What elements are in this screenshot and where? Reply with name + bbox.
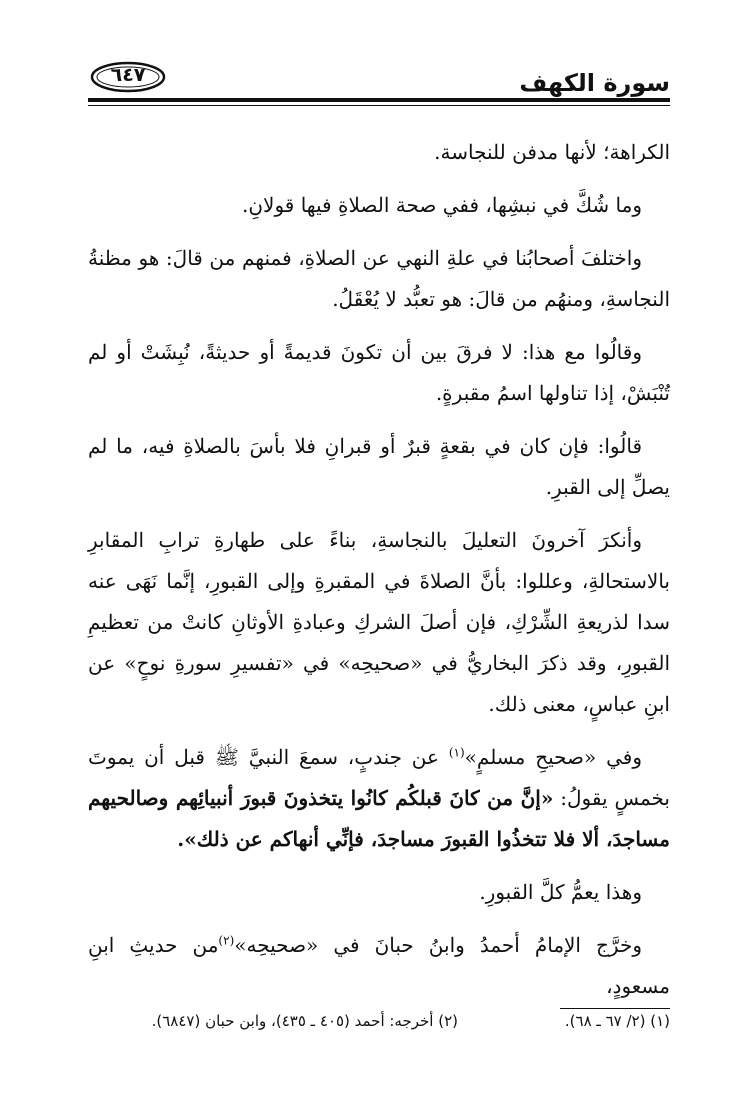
main-text [88, 132, 670, 1019]
hadith-intro: وفي «صحيحِ مسلمٍ» [464, 745, 642, 769]
last-paragraph-start: وخرَّج الإمامُ أحمدُ وابنُ حبانَ في «صحيحِه» [234, 933, 642, 957]
paragraph: وقالُوا مع هذا: لا فرقَ بين أن تكونَ قديمةً أو حديثةً، نُبِشَتْ أو لم تُنْبَشْ، إذا تناولها اسمُ مقبرةٍ. [88, 340, 670, 405]
hadith-text: «إنَّ من كانَ قبلكُم كانُوا يتخذونَ قبورَ أنبيائِهم وصالحيهم مساجدَ، ألا فلا تتخذُوا القبورَ مساجدَ، فإنِّي أنهاكم عن ذلك». [88, 786, 670, 851]
last-paragraph [88, 925, 670, 1007]
footnote-marker-2[interactable]: (٢) [218, 933, 235, 948]
paragraph: الكراهة؛ لأنها مدفن للنجاسة. [434, 140, 670, 164]
header-rule-thin [88, 105, 670, 106]
header-rule-thick [88, 98, 670, 102]
footnotes [88, 1012, 670, 1042]
footnote-2: (٢) أخرجه: أحمد (٤٠٥ ـ ٤٣٥)، وابن حبان (٦٨٤٧). [151, 1012, 458, 1030]
footnote-divider [560, 1008, 670, 1009]
paragraph: قالُوا: فإن كان في بقعةٍ قبرٌ أو قبرانِ فلا بأسَ بالصلاةِ فيه، ما لم يصلِّ إلى القبرِ. [88, 434, 670, 499]
sura-title: سورة الكهف [519, 69, 670, 97]
page-number-badge [90, 61, 166, 93]
paragraph: وما شُكَّ في نبشِها، ففي صحة الصلاةِ فيها قولانِ. [242, 193, 642, 217]
paragraph: وهذا يعمُّ كلَّ القبورِ. [479, 880, 642, 904]
footnote-marker-1[interactable]: (١) [448, 745, 465, 760]
page-number: ٦٤٧ [110, 64, 146, 86]
last-paragraph-end: من حديثِ ابنِ مسعودٍ، [88, 933, 670, 998]
page-header [88, 55, 670, 110]
paragraph: وأنكرَ آخرونَ التعليلَ بالنجاسةِ، بناءً على طهارةِ ترابِ المقابرِ بالاستحالةِ، وعللوا: بأنَّ الصلاةَ في المقبرةِ وإلى القبورِ، إنَّما نَهَى عنه سدا لذريعةِ الشِّرْكِ، فإن أصلَ الشركِ وعبادةِ الأوثانِ كانتْ من تعظيمِ القبورِ، وقد ذكرَ البخاريُّ في «صحيحِه» في «تفسيرِ سورةِ نوحٍ» عن ابنِ عباسٍ، معنى ذلك. [88, 528, 670, 716]
footnote-1: (١) (٢/ ٦٧ ـ ٦٨). [564, 1012, 670, 1030]
hadith-intro-cont: عن جندبٍ، سمعَ النبيَّ ﷺ قبل أن يموتَ بخمسٍ يقولُ: [88, 745, 670, 810]
paragraph: واختلفَ أصحابُنا في علةِ النهي عن الصلاةِ، فمنهم من قالَ: هو مظنةُ النجاسةِ، ومنهُم من قالَ: هو تعبُّد لا يُعْقَلُ. [88, 246, 670, 311]
hadith-paragraph [88, 737, 670, 860]
